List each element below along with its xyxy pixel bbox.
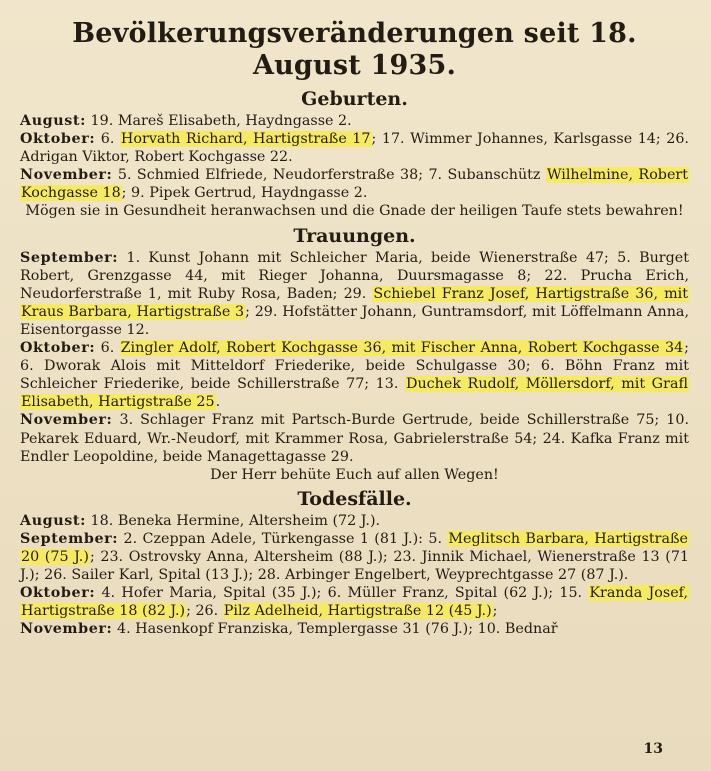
entry-text: ; 9. Pipek Gertrud, Haydngasse 2.	[121, 185, 368, 202]
deaths-oktober	[20, 584, 689, 620]
month-label: Oktober:	[20, 340, 96, 357]
deaths-heading: Todesfälle.	[297, 487, 412, 510]
highlighted-entry: Meglitsch Barbara, Hartigstraße 20 (75 J.)	[21, 530, 688, 565]
highlighted-entry: Pilz Adelheid, Hartigstraße 12 (45 J.)	[223, 603, 492, 620]
births-blessing: Mögen sie in Gesundheit heranwachsen und die Gnade der heiligen Taufe stets bewahren!	[25, 203, 684, 220]
births-oktober	[20, 130, 689, 166]
entry-text: 4. Hasenkopf Franziska, Templergasse 31 (76 J.); 10. Bednař	[112, 621, 558, 638]
entry-text: ; 17. Wimmer Johannes, Karlsgasse 14; 26. Adrigan Viktor, Robert Kochgasse 22.	[20, 131, 689, 166]
month-label: November:	[20, 621, 113, 638]
entry-text: 2. Czeppan Adele, Türkengasse 1 (81 J.): 5.	[118, 530, 448, 547]
month-label: November:	[20, 412, 113, 429]
entry-text: 3. Schlager Franz mit Partsch-Burde Gertrude, beide Schillerstraße 75; 10. Pekarek Eduard, Wr.-Neudorf, mit Krammer Rosa, Gabrielerstraße 54; 24. Kafka Franz mit Endler Leopoldine, beide Managettagasse 29.	[20, 412, 689, 465]
month-label: Oktober:	[20, 585, 96, 602]
entry-text: .	[215, 394, 221, 411]
entry-text: ;	[492, 603, 498, 620]
deaths-august	[20, 512, 689, 530]
month-label: September:	[20, 249, 119, 266]
entry-text: 1. Kunst Johann mit Schleicher Maria, beide Wienerstraße 47; 5. Burget Robert, Grenzgasse 44, mit Rieger Johanna, Duursmagasse 8; 22. Prucha Erich, Neudorferstraße 1, mit Ruby Rosa, Baden; 29.	[20, 249, 689, 302]
entry-text: 6.	[95, 340, 120, 357]
month-label: September:	[20, 530, 119, 547]
entry-text: 18. Beneka Hermine, Altersheim (72 J.).	[86, 512, 381, 529]
births-november	[20, 166, 689, 202]
highlighted-entry: Wilhelmine, Robert Kochgasse 18	[21, 167, 688, 202]
month-label: November:	[20, 167, 113, 184]
marriages-oktober	[20, 339, 689, 411]
highlighted-entry: Duchek Rudolf, Möllersdorf, mit Grafl Elisabeth, Hartigstraße 25	[21, 376, 688, 411]
deaths-september	[20, 530, 689, 584]
entry-text: 5. Schmied Elfriede, Neudorferstraße 38; 7. Subanschütz	[112, 167, 546, 184]
month-label: August:	[20, 113, 87, 129]
entry-text: 19. Mareš Elisabeth, Haydngasse 2.	[86, 113, 352, 129]
deaths-november	[20, 620, 689, 638]
marriages-blessing: Der Herr behüte Euch auf allen Wegen!	[210, 466, 499, 483]
highlighted-entry: Schiebel Franz Josef, Hartigstraße 36, mit Kraus Barbara, Hartigstraße 3	[21, 285, 688, 320]
births-august	[20, 112, 689, 130]
highlighted-entry: Horvath Richard, Hartigstraße 17	[120, 131, 371, 148]
entry-text: ; 6. Dworak Alois mit Mitteldorf Friederike, beide Schulgasse 30; 6. Böhn Franz mit Schleicher Friederike, beide Schillerstraße 77; 13.	[20, 340, 689, 393]
marriages-heading: Trauungen.	[293, 224, 416, 247]
page-number: 13	[643, 741, 663, 757]
page-title: Bevölkerungsveränderungen seit 18. August 1935.	[72, 18, 637, 81]
entry-text: ; 23. Ostrovsky Anna, Altersheim (88 J.); 23. Jinnik Michael, Wienerstraße 13 (71 J.); 26. Sailer Karl, Spital (13 J.); 28. Arbinger Engelbert, Weyprechtgasse 27 (87 J.).	[20, 548, 690, 584]
marriages-november	[20, 411, 689, 465]
entry-text: 4. Hofer Maria, Spital (35 J.); 6. Müller Franz, Spital (62 J.); 15.	[95, 585, 589, 602]
marriages-september	[20, 249, 689, 339]
entry-text: 6.	[95, 131, 120, 148]
month-label: Oktober:	[20, 131, 96, 148]
month-label: August:	[20, 512, 87, 529]
entry-text: ; 26.	[186, 603, 223, 620]
highlighted-entry: Kranda Josef, Hartigstraße 18 (82 J.)	[21, 585, 688, 620]
highlighted-entry: Zingler Adolf, Robert Kochgasse 36, mit Fischer Anna, Robert Kochgasse 34	[120, 340, 684, 357]
entry-text: ; 29. Hofstätter Johann, Guntramsdorf, mit Löffelmann Anna, Eisentorgasse 12.	[20, 303, 689, 338]
births-heading: Geburten.	[301, 88, 408, 110]
